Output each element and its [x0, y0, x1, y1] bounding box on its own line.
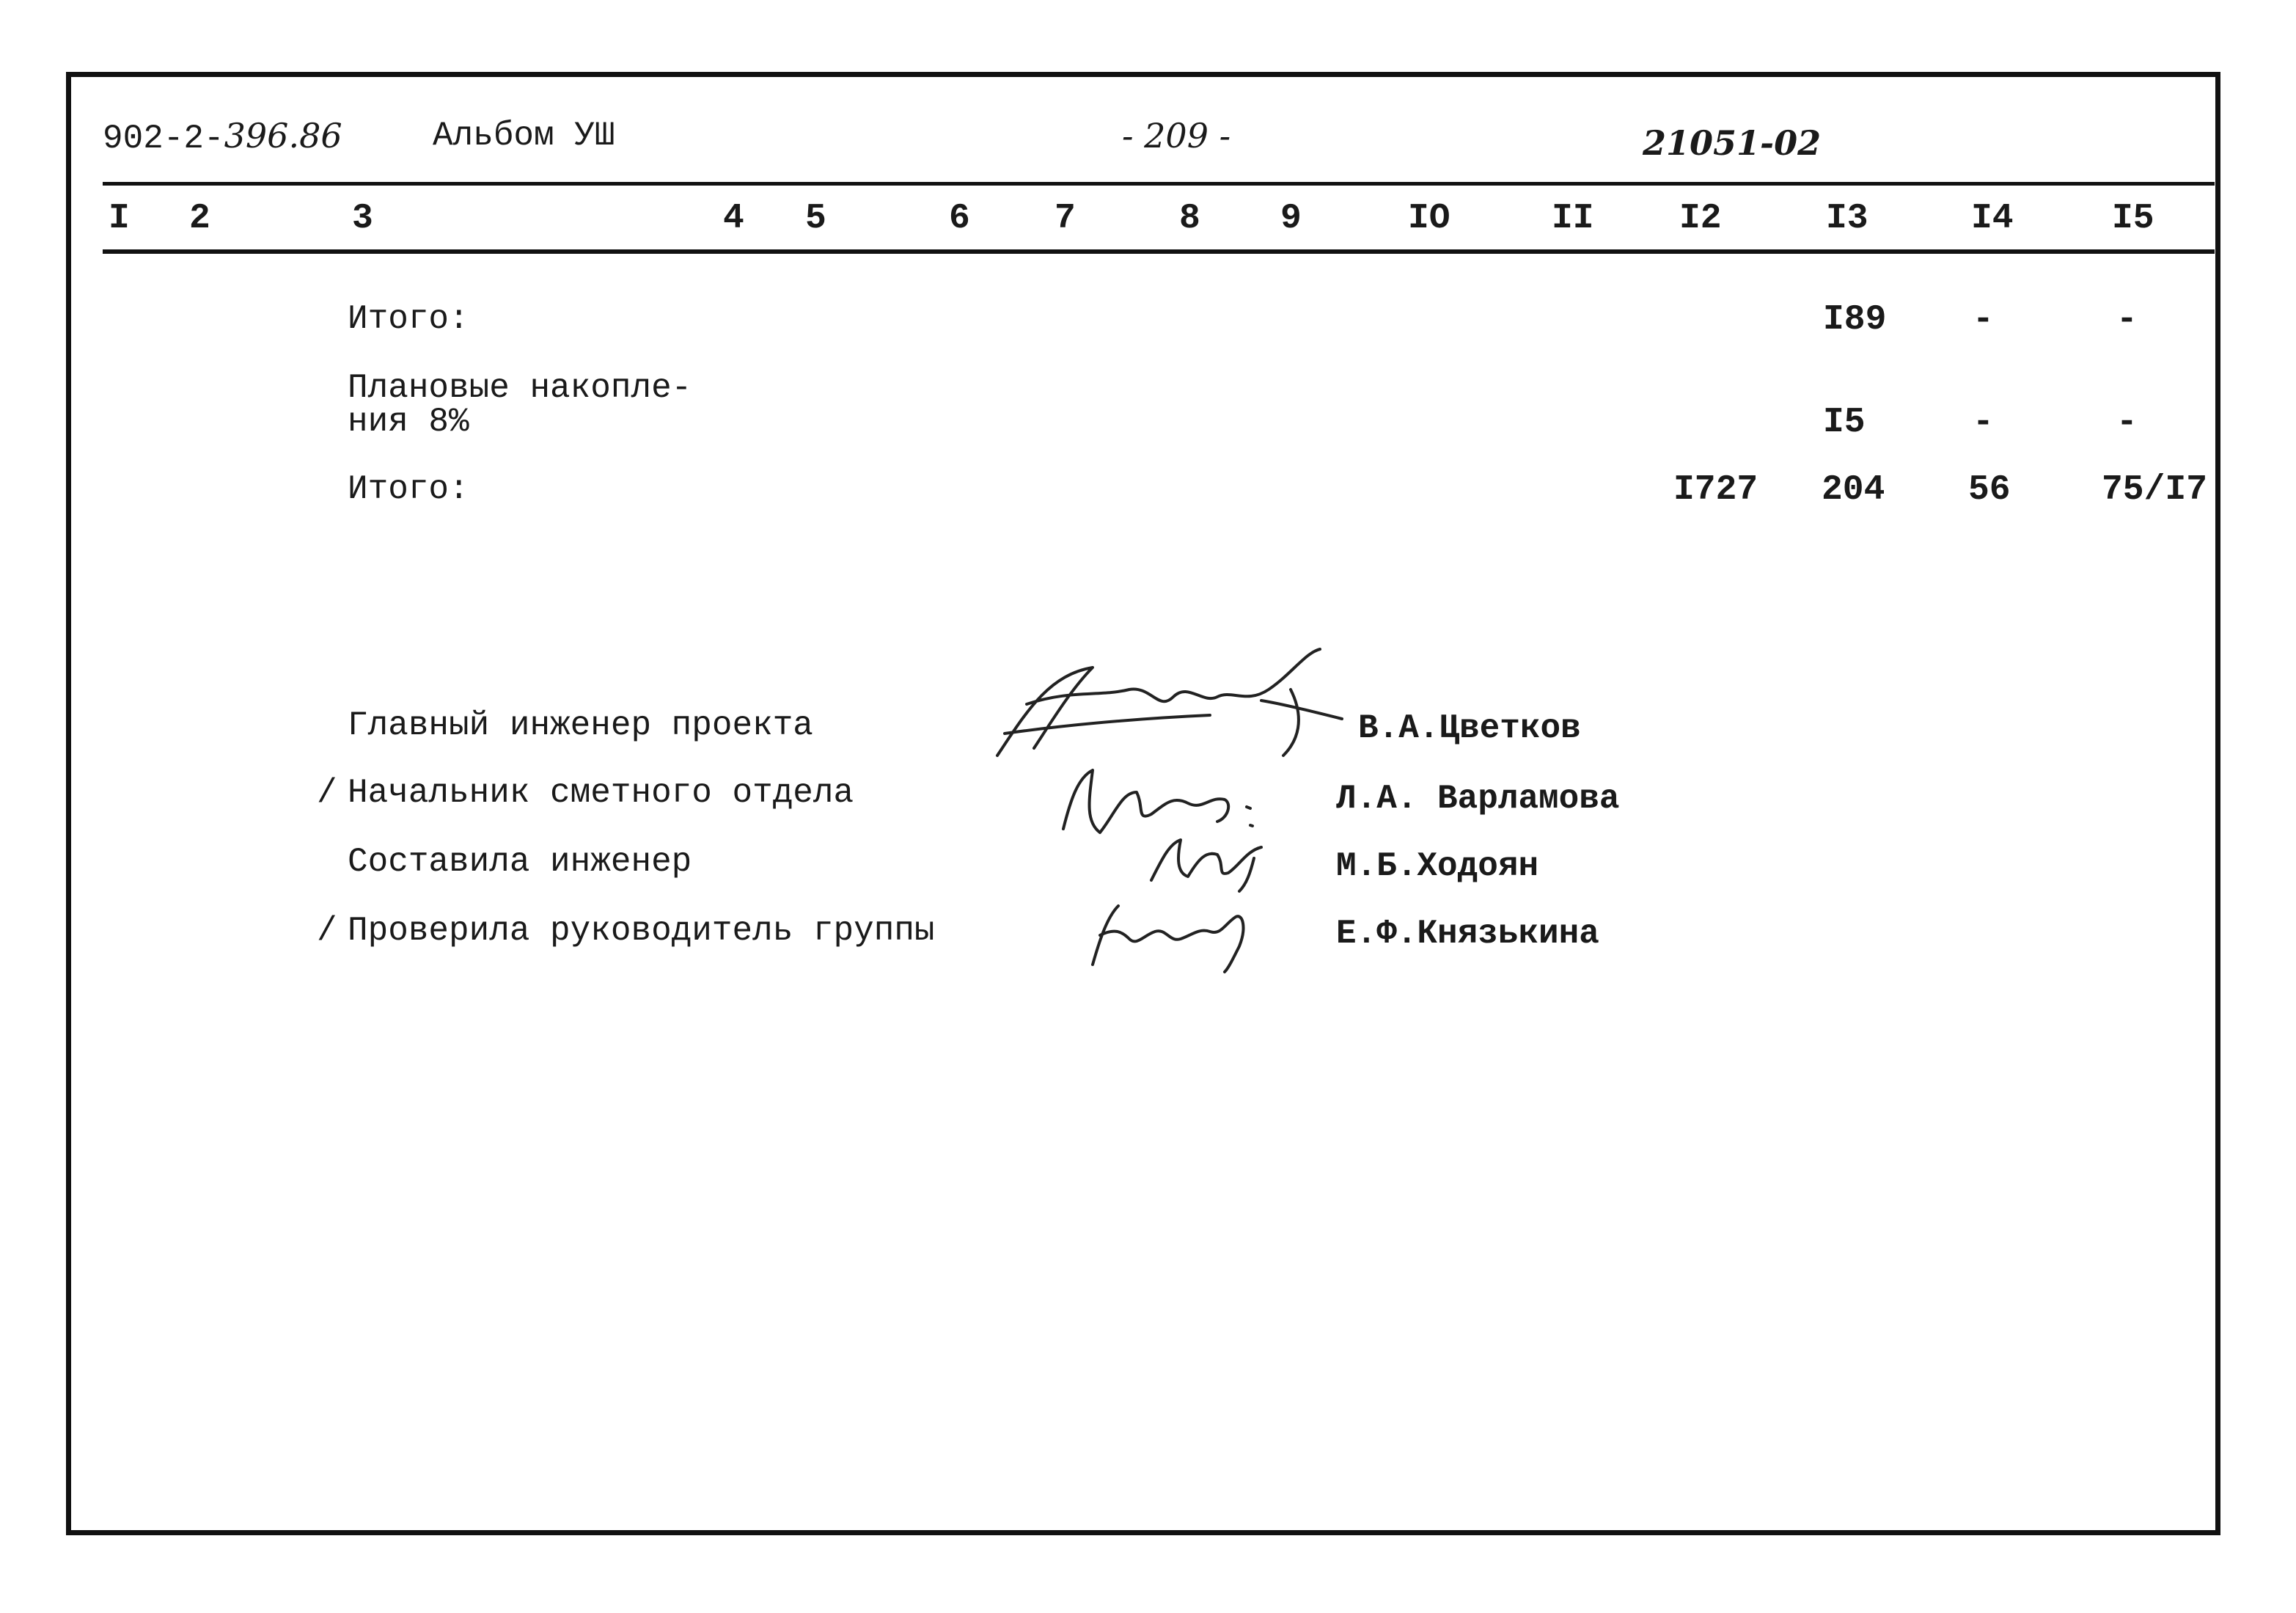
column-number: 8	[1179, 199, 1200, 238]
margin-mark: /	[317, 774, 337, 812]
signatory-name: Е.Ф.Князькина	[1336, 915, 1599, 953]
signatory-role: Главный инженер проекта	[348, 706, 813, 745]
column-number: II	[1552, 199, 1594, 238]
row-label: Итого:	[348, 300, 469, 338]
column-number: 5	[805, 199, 826, 238]
column-number: 6	[949, 199, 970, 238]
cell-col13: 204	[1822, 470, 1885, 510]
signatory-role: Начальник сметного отдела	[348, 774, 854, 812]
signatory-role: Составила инженер	[348, 843, 692, 881]
project-prefix: 902-2-	[103, 120, 224, 158]
column-number: I3	[1826, 199, 1868, 238]
signatory-name: Л.А. Варламова	[1336, 780, 1620, 818]
document-code: 21051-02	[1643, 123, 1822, 163]
column-number: I5	[2112, 199, 2154, 238]
cell-col13: I5	[1823, 403, 1866, 442]
cell-col15: 75/I7	[2102, 470, 2208, 510]
column-number: I	[109, 199, 130, 238]
header-rule	[103, 182, 2215, 186]
signatory-name: М.Б.Ходоян	[1336, 847, 1539, 885]
column-number: 2	[189, 199, 210, 238]
signature-scribble-1	[983, 645, 1364, 770]
project-number	[103, 116, 342, 158]
column-number: 4	[723, 199, 744, 238]
margin-mark: /	[317, 912, 337, 950]
cell-col14: -	[1973, 403, 1994, 442]
column-number: I4	[1971, 199, 2014, 238]
column-number: 9	[1280, 199, 1302, 238]
signature-scribble-4	[1078, 895, 1269, 976]
album-label: Альбом УШ	[433, 117, 615, 155]
cell-col14: -	[1973, 300, 1994, 340]
column-number: IO	[1408, 199, 1450, 238]
cell-col14: 56	[1968, 470, 2011, 510]
row-label-line2: ния 8%	[348, 403, 469, 441]
cell-col15: -	[2116, 300, 2138, 340]
page-number: - 209 -	[1122, 116, 1231, 156]
cell-col12: I727	[1673, 470, 1758, 510]
column-header-rule	[103, 249, 2215, 254]
row-label: Итого:	[348, 470, 469, 508]
cell-col13: I89	[1823, 300, 1887, 340]
signatory-name: В.А.Цветков	[1358, 709, 1581, 747]
column-number: 7	[1055, 199, 1076, 238]
cell-col15: -	[2116, 403, 2138, 442]
row-label-line1: Плановые накопле-	[348, 369, 692, 407]
project-suffix: 396.86	[224, 116, 342, 156]
signatory-role: Проверила руководитель группы	[348, 912, 935, 950]
signature-scribble-3	[1144, 829, 1276, 895]
column-number: 3	[352, 199, 373, 238]
column-number: I2	[1679, 199, 1722, 238]
